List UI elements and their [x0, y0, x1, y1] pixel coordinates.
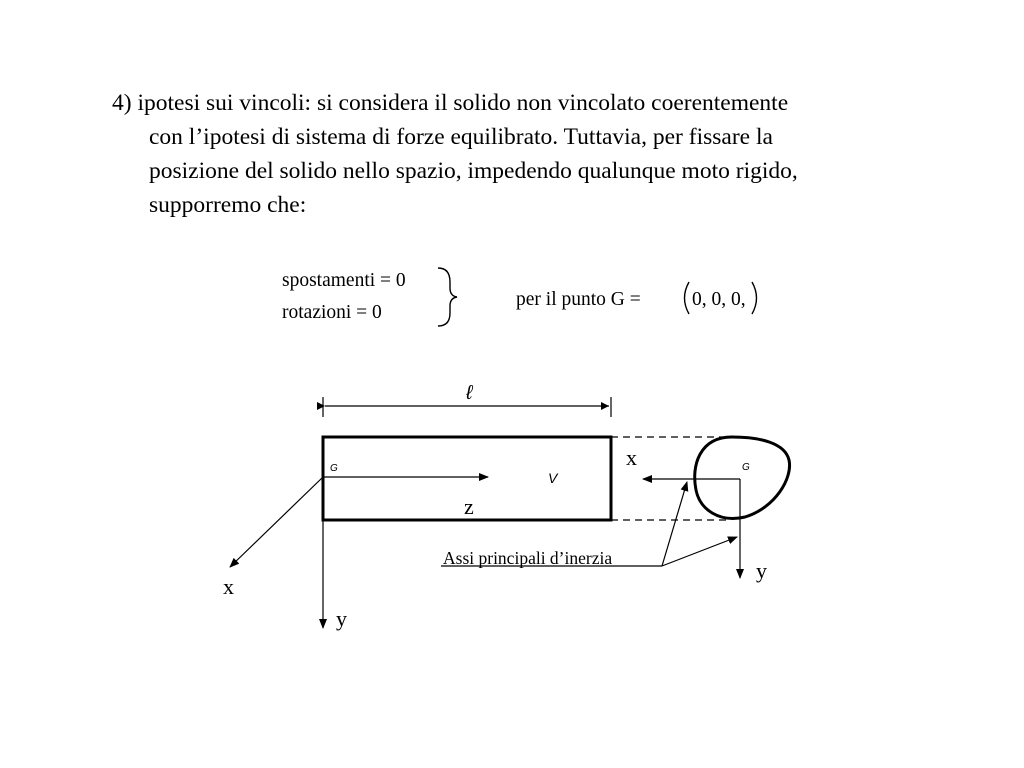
cross-section-outline	[695, 437, 790, 518]
leader-line-to-y	[662, 537, 737, 566]
y-axis-right-label: y	[756, 558, 767, 583]
equation-displacements: spostamenti = 0	[282, 270, 406, 291]
y-axis-left-label: y	[336, 606, 347, 631]
point-open-paren	[685, 282, 690, 314]
point-prefix-text: per il punto G =	[516, 289, 646, 310]
volume-label: V	[548, 470, 558, 486]
equation-rotations: rotazioni = 0	[282, 302, 382, 323]
point-close-paren	[752, 282, 757, 314]
principal-axes-caption: Assi principali d’inerzia	[443, 548, 613, 568]
length-label: ℓ	[466, 382, 473, 404]
z-axis-label: z	[464, 494, 474, 519]
equation-brace	[438, 268, 457, 326]
leader-line-to-x	[662, 482, 687, 566]
centroid-label-beam: G	[330, 463, 338, 474]
x-axis-left-arrow	[230, 477, 323, 567]
paragraph-line-3: posizione del solido nello spazio, impedendo qualunque moto rigido,	[149, 158, 798, 184]
x-axis-right-label: x	[626, 445, 637, 470]
paragraph-line-1: 4) ipotesi sui vincoli: si considera il solido non vincolato coerentemente	[112, 90, 789, 116]
point-value-text: 0, 0, 0,	[692, 289, 746, 310]
centroid-label-section: G	[742, 462, 750, 473]
paragraph-line-2: con l’ipotesi di sistema di forze equilibrato. Tuttavia, per fissare la	[149, 124, 773, 150]
paragraph-line-4: supporremo che:	[149, 192, 307, 218]
x-axis-left-label: x	[223, 574, 234, 599]
